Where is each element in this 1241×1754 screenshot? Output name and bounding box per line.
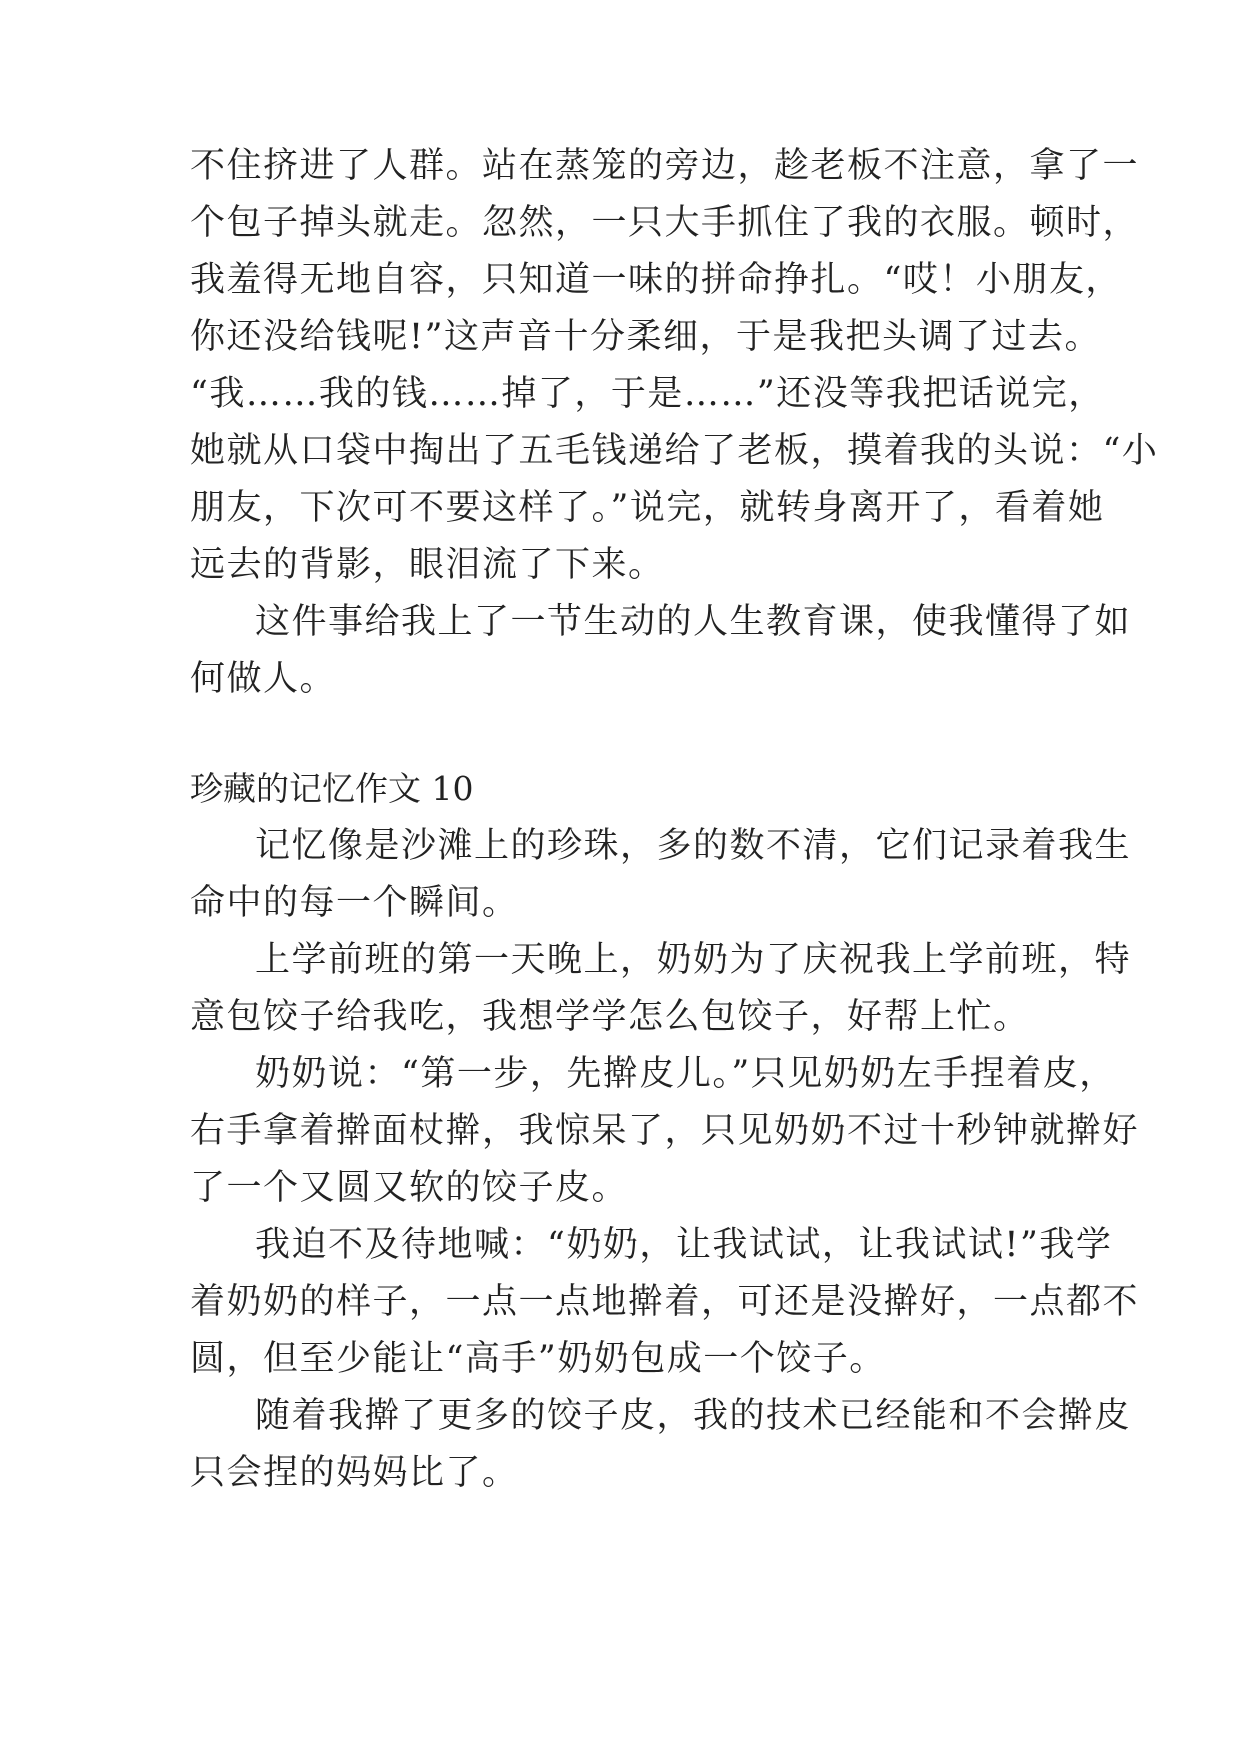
paragraph-line: 右手拿着擀面杖擀，我惊呆了，只见奶奶不过十秒钟就擀好 (190, 1111, 1140, 1151)
paragraph-line: 上学前班的第一天晚上，奶奶为了庆祝我上学前班，特 (255, 940, 1132, 980)
paragraph-line: 我羞得无地自容，只知道一味的拼命挣扎。“哎！小朋友， (190, 260, 1122, 300)
paragraph-line: “我……我的钱……掉了，于是……”还没等我把话说完， (190, 374, 1105, 414)
paragraph-line: 朋友，下次可不要这样了。”说完，就转身离开了，看着她 (190, 488, 1105, 528)
paragraph-line: 随着我擀了更多的饺子皮，我的技术已经能和不会擀皮 (255, 1396, 1132, 1436)
paragraph-line: 奶奶说：“第一步，先擀皮儿。”只见奶奶左手捏着皮， (255, 1054, 1116, 1094)
paragraph-line: 何做人。 (190, 659, 337, 699)
paragraph-line: 只会捏的妈妈比了。 (190, 1453, 519, 1493)
paragraph-line: 远去的背影，眼泪流了下来。 (190, 545, 665, 585)
paragraph-line: 不住挤进了人群。站在蒸笼的旁边，趁老板不注意，拿了一 (190, 146, 1140, 186)
paragraph-line: 命中的每一个瞬间。 (190, 883, 519, 923)
paragraph-line: 你还没给钱呢!”这声音十分柔细，于是我把头调了过去。 (190, 317, 1101, 357)
paragraph-line: 着奶奶的样子，一点一点地擀着，可还是没擀好，一点都不 (190, 1282, 1140, 1322)
paragraph-line: 个包子掉头就走。忽然，一只大手抓住了我的衣服。顿时， (190, 203, 1140, 243)
paragraph-line: 这件事给我上了一节生动的人生教育课，使我懂得了如 (255, 602, 1132, 642)
section-title: 珍藏的记忆作文 10 (190, 769, 474, 808)
paragraph-line: 意包饺子给我吃，我想学学怎么包饺子，好帮上忙。 (190, 997, 1030, 1037)
paragraph-line: 圆，但至少能让“高手”奶奶包成一个饺子。 (190, 1339, 886, 1379)
paragraph-line: 我迫不及待地喊：“奶奶，让我试试，让我试试!”我学 (255, 1225, 1113, 1265)
paragraph-line: 了一个又圆又软的饺子皮。 (190, 1168, 629, 1208)
paragraph-line: 记忆像是沙滩上的珍珠，多的数不清，它们记录着我生 (255, 826, 1132, 866)
paragraph-line: 她就从口袋中掏出了五毛钱递给了老板，摸着我的头说：“小 (190, 431, 1159, 471)
